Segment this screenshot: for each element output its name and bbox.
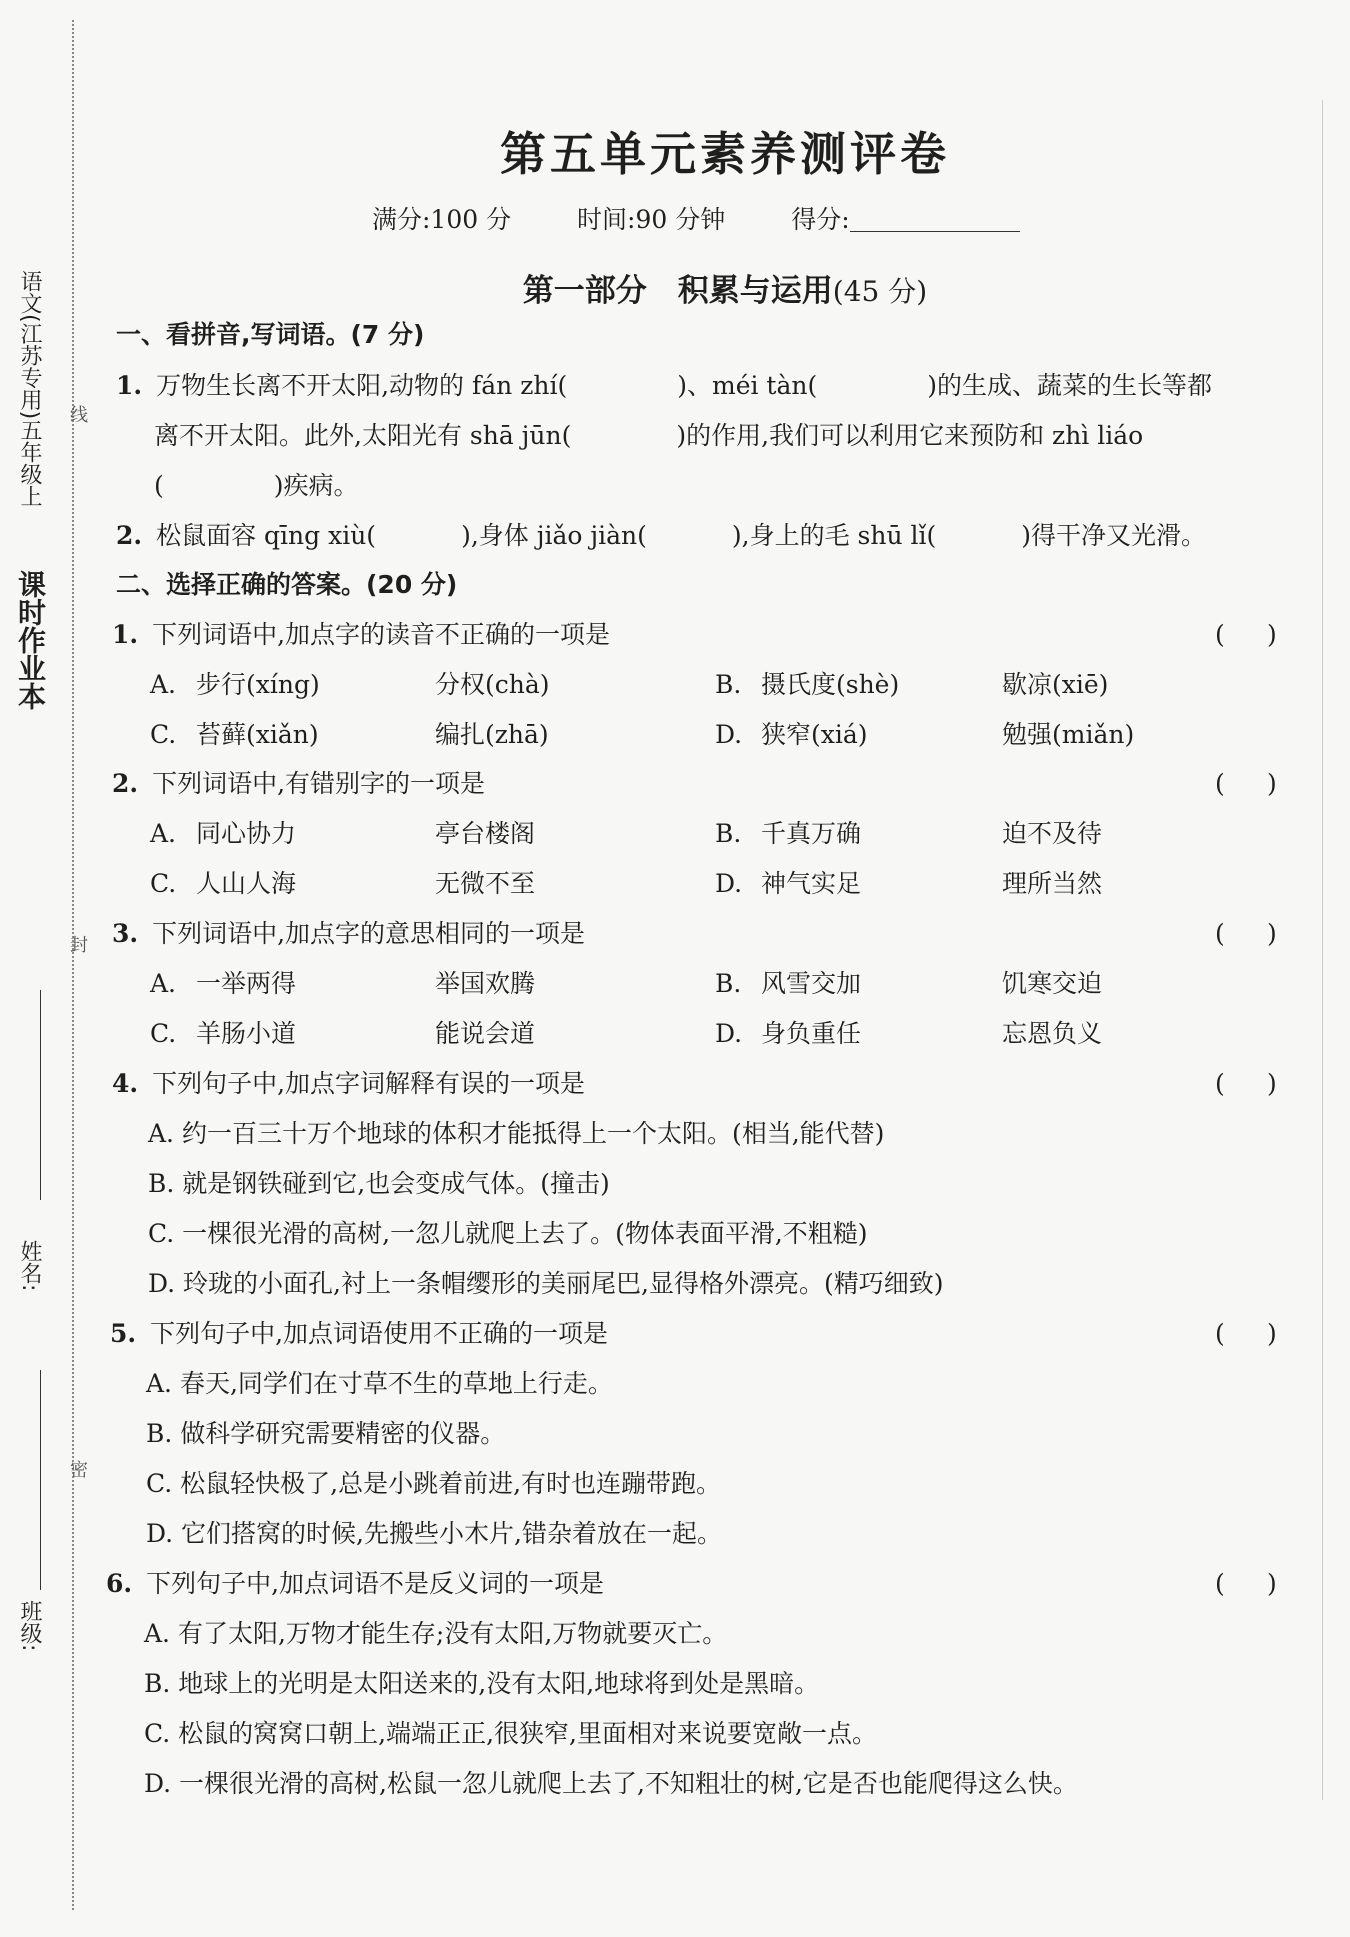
score-label: 得分: (791, 205, 850, 234)
q6-option-d[interactable]: D. 一棵很光滑的高树,松鼠一忽儿就爬上去了,不知粗壮的树,它是否也能爬得这么快。 (144, 1769, 1078, 1798)
q5-option-c[interactable]: C. 松鼠轻快极了,总是小跳着前进,有时也连蹦带跑。 (146, 1469, 722, 1498)
q1-option-a2: 分权(chà) (435, 670, 550, 699)
q4-option-a[interactable]: A. 约一百三十万个地球的体积才能抵得上一个太阳。(相当,能代替) (148, 1119, 885, 1148)
q2-option-b[interactable]: B. 千真万确 (715, 819, 862, 848)
mc-q6-stem: 6. 下列句子中,加点词语不是反义词的一项是 (106, 1569, 605, 1598)
name-field[interactable] (40, 1370, 41, 1590)
q5-option-a[interactable]: A. 春天,同学们在寸草不生的草地上行走。 (146, 1369, 613, 1398)
q6-option-c[interactable]: C. 松鼠的窝窝口朝上,端端正正,很狭窄,里面相对来说要宽敞一点。 (144, 1719, 877, 1748)
q3-option-a[interactable]: A. 一举两得 (150, 969, 297, 998)
q1-option-d2: 勉强(miǎn) (1002, 720, 1135, 749)
part-title (0, 265, 1350, 310)
q2-option-b2: 迫不及待 (1002, 819, 1103, 848)
q4-option-b[interactable]: B. 就是钢铁碰到它,也会变成气体。(撞击) (148, 1169, 610, 1198)
q2-option-d[interactable]: D. 神气实足 (715, 869, 862, 898)
q1-option-b2: 歇凉(xiē) (1002, 670, 1109, 699)
question-number: 2. (116, 521, 143, 550)
answer-paren-q5[interactable]: ( ) (1215, 1319, 1277, 1348)
q6-option-a[interactable]: A. 有了太阳,万物才能生存;没有太阳,万物就要灭亡。 (144, 1619, 728, 1648)
q2-option-c[interactable]: C. 人山人海 (150, 869, 297, 898)
q2-option-a[interactable]: A. 同心协力 (150, 819, 297, 848)
seal-mark-line: 线 (67, 405, 88, 423)
pinyin-q1-line1: 1. 万物生长离不开太阳,动物的 fán zhí( )、méi tàn( )的生成、蔬菜的生长等都 (116, 371, 1213, 400)
q3-option-a2: 举国欢腾 (435, 969, 536, 998)
q3-option-b[interactable]: B. 风雪交加 (715, 969, 862, 998)
question-number: 1. (116, 371, 143, 400)
seal-mark-seal: 封 (67, 935, 88, 953)
q3-option-d[interactable]: D. 身负重任 (715, 1019, 862, 1048)
mc-q2-stem: 2. 下列词语中,有错别字的一项是 (112, 769, 486, 798)
q1-option-c[interactable]: C. 苔藓(xiǎn) (150, 720, 319, 749)
q6-option-b[interactable]: B. 地球上的光明是太阳送来的,没有太阳,地球将到处是黑暗。 (144, 1669, 820, 1698)
part-title-text: 第一部分 积累与运用 (522, 273, 833, 309)
subject-label: 语文(江苏专用)五年级上 (17, 270, 42, 508)
q5-option-d[interactable]: D. 它们搭窝的时候,先搬些小木片,错杂着放在一起。 (146, 1519, 722, 1548)
q4-option-d[interactable]: D. 玲珑的小面孔,衬上一条帽缨形的美丽尾巴,显得格外漂亮。(精巧细致) (148, 1269, 944, 1298)
q1-option-d[interactable]: D. 狭窄(xiá) (715, 720, 868, 749)
score-field[interactable] (850, 211, 1020, 232)
exam-room-field[interactable] (40, 990, 41, 1200)
class-label: 班级: (17, 1600, 42, 1652)
answer-paren-q6[interactable]: ( ) (1215, 1569, 1277, 1598)
mc-q3-stem: 3. 下列词语中,加点字的意思相同的一项是 (112, 919, 586, 948)
q2-option-c2: 无微不至 (435, 869, 536, 898)
q3-option-c[interactable]: C. 羊肠小道 (150, 1019, 297, 1048)
full-score: 满分:100 分 (372, 205, 512, 234)
q5-option-b[interactable]: B. 做科学研究需要精密的仪器。 (146, 1419, 506, 1448)
pinyin-q1-line3: ( )疾病。 (154, 471, 359, 500)
q3-option-c2: 能说会道 (435, 1019, 536, 1048)
q1-option-b[interactable]: B. 摄氏度(shè) (715, 670, 900, 699)
exam-title: 第五单元素养测评卷 (500, 127, 950, 181)
answer-paren-q3[interactable]: ( ) (1215, 919, 1277, 948)
exam-meta (372, 200, 1078, 236)
q2-option-a2: 亭台楼阁 (435, 819, 536, 848)
answer-paren-q4[interactable]: ( ) (1215, 1069, 1277, 1098)
pinyin-q2: 2. 松鼠面容 qīng xiù( ),身体 jiǎo jiàn( ),身上的毛 shū lǐ( )得干净又光滑。 (116, 521, 1207, 550)
q1-option-a[interactable]: A. 步行(xíng) (150, 670, 320, 699)
q1-option-c2: 编扎(zhā) (435, 720, 549, 749)
time-limit: 时间:90 分钟 (577, 205, 726, 234)
answer-paren-q2[interactable]: ( ) (1215, 769, 1277, 798)
mc-q1-stem: 1. 下列词语中,加点字的读音不正确的一项是 (112, 620, 611, 649)
answer-paren-q1[interactable]: ( ) (1215, 620, 1277, 649)
q2-option-d2: 理所当然 (1002, 869, 1103, 898)
section-1-heading: 一、看拼音,写词语。(7 分) (116, 320, 425, 349)
page-edge-line (1322, 100, 1323, 1800)
q4-option-c[interactable]: C. 一棵很光滑的高树,一忽儿就爬上去了。(物体表面平滑,不粗糙) (148, 1219, 868, 1248)
mc-q4-stem: 4. 下列句子中,加点字词解释有误的一项是 (112, 1069, 586, 1098)
part-points: (45 分) (832, 275, 928, 308)
q3-option-b2: 饥寒交迫 (1002, 969, 1103, 998)
mc-q5-stem: 5. 下列句子中,加点词语使用不正确的一项是 (110, 1319, 609, 1348)
seal-mark-secret: 密 (67, 1460, 88, 1478)
book-label: 课时作业本 (14, 570, 47, 710)
q3-option-d2: 忘恩负义 (1002, 1019, 1103, 1048)
section-2-heading: 二、选择正确的答案。(20 分) (116, 570, 458, 599)
name-label: 姓名: (17, 1240, 42, 1292)
pinyin-q1-line2: 离不开太阳。此外,太阳光有 shā jūn( )的作用,我们可以利用它来预防和 zhì liáo (154, 421, 1144, 450)
